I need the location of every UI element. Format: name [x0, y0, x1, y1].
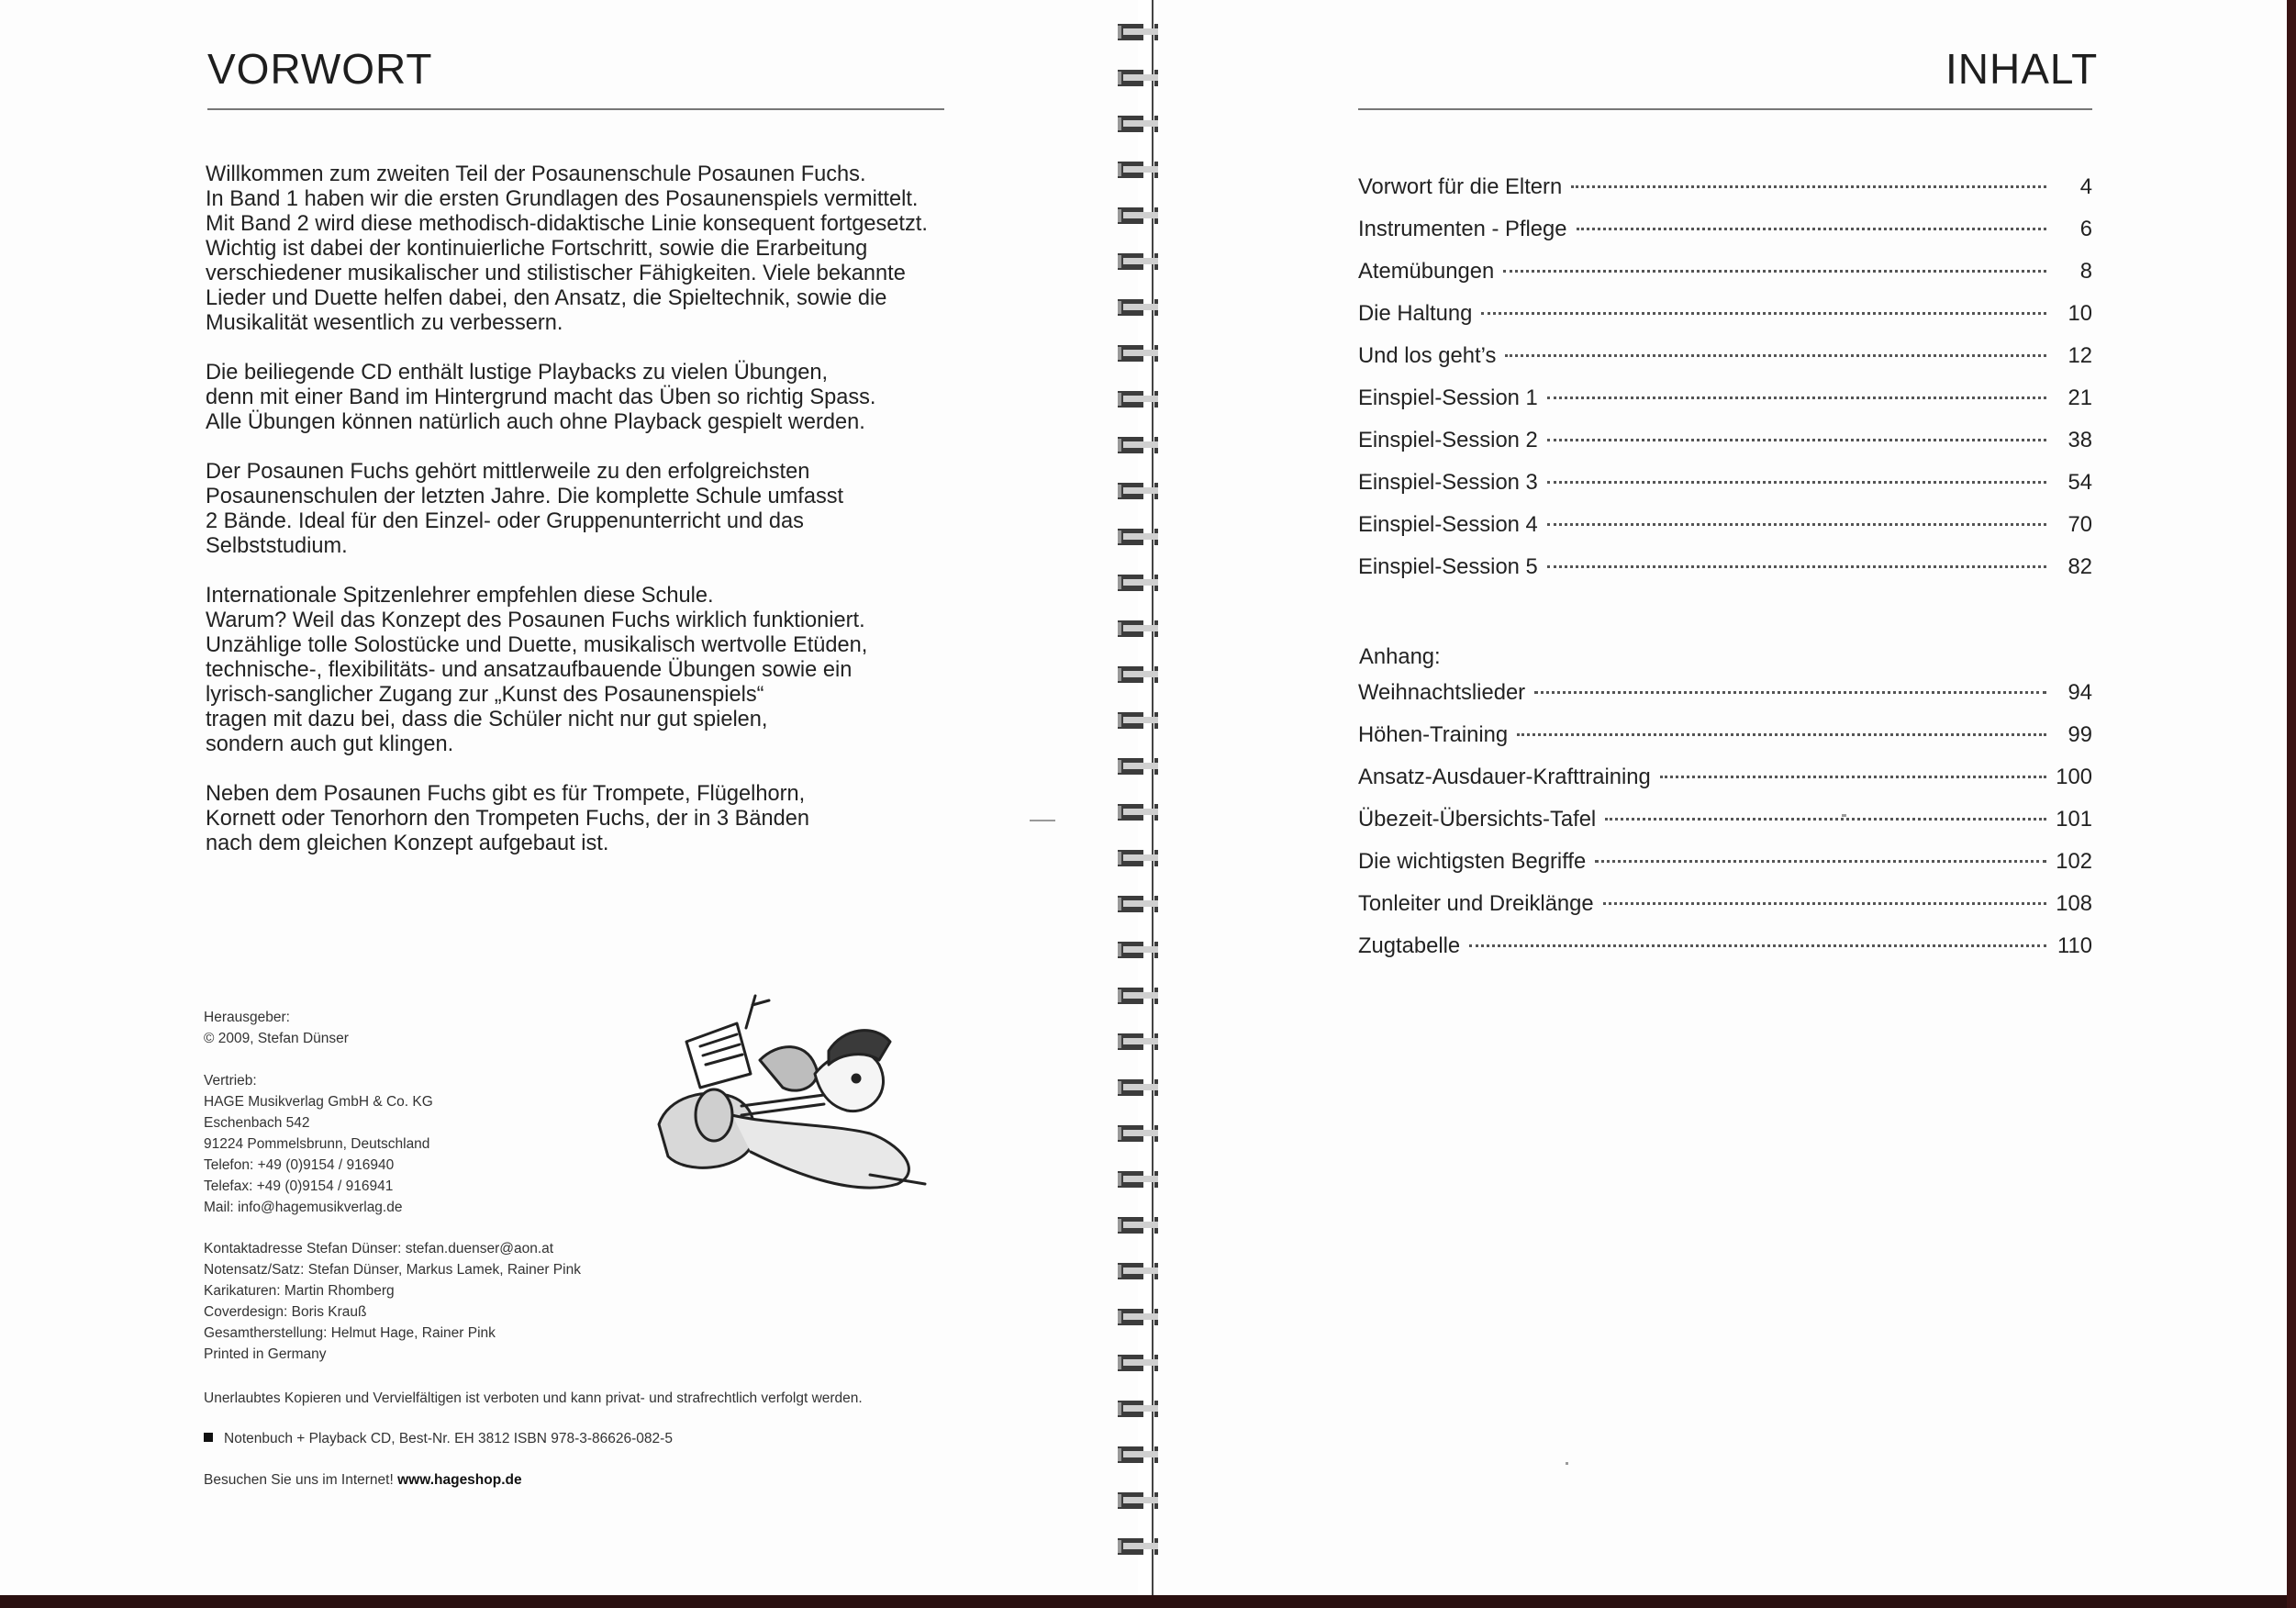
table-of-contents	[1358, 174, 2092, 597]
toc-list	[1358, 174, 2092, 597]
toc-entry-title: Einspiel-Session 4	[1358, 512, 1538, 537]
left-page	[0, 0, 1138, 1595]
toc-entry-title: Zugtabelle	[1358, 933, 1461, 958]
toc-dot-leader	[1547, 439, 2046, 441]
toc-entry-page: 70	[2068, 512, 2092, 537]
scan-border	[0, 1595, 2296, 1608]
toc-entry-title: Die wichtigsten Begriffe	[1358, 849, 1587, 874]
toc-entry[interactable]	[1358, 343, 2092, 385]
toc-entry-page: 6	[2079, 217, 2092, 241]
toc-entry-page: 82	[2068, 554, 2092, 579]
toc-dot-leader	[1571, 185, 2046, 188]
toc-entry[interactable]	[1358, 891, 2092, 933]
foreword-paragraph: Internationale Spitzenlehrer empfehlen diese Schule. Warum? Weil das Konzept des Posaunen Fuchs wirklich funktioniert. Unzählige tolle Solostücke und Duette, musikalisch wertvolle Etüden, technische-, flexibilitäts- und ansatzaufbauende Übungen sowie ein lyrisch-sanglicher Zugang zur „Kunst des Posaunenspiels“ tragen mit dazu bei, dass die Schüler nicht nur gut spielen, sondern auch gut klingen.	[206, 584, 868, 756]
toc-dot-leader	[1547, 565, 2046, 568]
toc-entry[interactable]	[1358, 765, 2092, 807]
imprint-credits-text: Kontaktadresse Stefan Dünser: stefan.duenser@aon.at Notensatz/Satz: Stefan Dünser, Markus Lamek, Rainer Pink Karikaturen: Martin Rhomberg Coverdesign: Boris Krauß Gesamtherstellung: Helmut Hage, Rainer Pink Printed in Germany	[204, 1241, 581, 1362]
toc-entry-title: Atemübungen	[1358, 259, 1495, 284]
toc-dot-leader	[1547, 523, 2046, 526]
trombone-fox-cartoon-illustration	[650, 987, 943, 1202]
toc-entry-title: Einspiel-Session 1	[1358, 385, 1538, 410]
toc-entry[interactable]	[1358, 259, 2092, 301]
toc-entry-title: Tonleiter und Dreiklänge	[1358, 891, 1594, 916]
toc-entry-title: Ansatz-Ausdauer-Krafttraining	[1358, 765, 1651, 789]
foreword-paragraph: Neben dem Posaunen Fuchs gibt es für Trompete, Flügelhorn, Kornett oder Tenorhorn den Trompeten Fuchs, der in 3 Bänden nach dem gleichen Konzept aufgebaut ist.	[206, 782, 809, 855]
toc-entry-page: 10	[2068, 301, 2092, 326]
toc-entry-page: 38	[2068, 428, 2092, 452]
toc-entry[interactable]	[1358, 849, 2092, 891]
toc-entry-title: Einspiel-Session 2	[1358, 428, 1538, 452]
foreword-paragraph: Willkommen zum zweiten Teil der Posaunenschule Posaunen Fuchs. In Band 1 haben wir die ersten Grundlagen des Posaunenspiels vermittelt. Mit Band 2 wird diese methodisch-didaktische Linie konsequent fortgesetzt. Wichtig ist dabei der kontinuierliche Fortschritt, sowie die Erarbeitung verschiedener musikalischer und stilistischer Fähigkeiten. Viele bekannte Lieder und Duette helfen dabei, den Ansatz, die Spieltechnik, sowie die Musikalität wesentlich zu verbessern.	[206, 162, 928, 335]
foreword-paragraph: Der Posaunen Fuchs gehört mittlerweile zu den erfolgreichsten Posaunenschulen der letzten Jahre. Die komplette Schule umfasst 2 Bände. Ideal für den Einzel- oder Gruppenunterricht und das Selbststudium.	[206, 460, 844, 558]
toc-list	[1358, 680, 2092, 976]
website-line	[204, 1469, 920, 1491]
toc-entry-page: 94	[2068, 680, 2092, 705]
toc-entry[interactable]	[1358, 680, 2092, 722]
toc-entry[interactable]	[1358, 470, 2092, 512]
toc-dot-leader	[1503, 270, 2046, 273]
product-info-text: Notenbuch + Playback CD, Best-Nr. EH 3812 ISBN 978-3-86626-082-5	[224, 1431, 673, 1446]
appendix-heading: Anhang:	[1359, 644, 1441, 669]
toc-entry-page: 102	[2056, 849, 2092, 874]
toc-entry-page: 12	[2068, 343, 2092, 368]
toc-entry-page: 101	[2056, 807, 2092, 832]
page-title-vorwort: VORWORT	[207, 45, 433, 93]
toc-dot-leader	[1660, 776, 2046, 778]
toc-entry-title: Übezeit-Übersichts-Tafel	[1358, 807, 1597, 832]
title-rule	[207, 108, 944, 110]
toc-entry-page: 110	[2057, 933, 2092, 958]
toc-entry-page: 100	[2056, 765, 2092, 789]
product-info	[204, 1428, 920, 1449]
page-title-inhalt: INHALT	[1945, 45, 2099, 93]
toc-entry[interactable]	[1358, 174, 2092, 217]
toc-dot-leader	[1605, 818, 2046, 821]
toc-entry[interactable]	[1358, 428, 2092, 470]
toc-entry[interactable]	[1358, 385, 2092, 428]
toc-dot-leader	[1595, 860, 2046, 863]
toc-entry[interactable]	[1358, 933, 2092, 976]
toc-dot-leader	[1603, 902, 2046, 905]
toc-dot-leader	[1547, 481, 2046, 484]
toc-entry-title: Und los geht’s	[1358, 343, 1497, 368]
print-speck	[1030, 820, 1055, 821]
toc-dot-leader	[1469, 944, 2046, 947]
copyright-warning	[204, 1388, 920, 1409]
toc-entry[interactable]	[1358, 722, 2092, 765]
appendix-contents	[1358, 680, 2092, 976]
square-bullet-icon	[204, 1433, 213, 1442]
foreword-text	[206, 162, 967, 881]
toc-entry[interactable]	[1358, 301, 2092, 343]
toc-entry-title: Instrumenten - Pflege	[1358, 217, 1567, 241]
toc-entry-page: 8	[2079, 259, 2092, 284]
toc-entry[interactable]	[1358, 807, 2092, 849]
print-speck	[1842, 814, 1846, 817]
toc-dot-leader	[1534, 691, 2046, 694]
foreword-paragraph: Die beiliegende CD enthält lustige Playbacks zu vielen Übungen, denn mit einer Band im Hintergrund macht das Üben so richtig Spass. Alle Übungen können natürlich auch ohne Playback gespielt werden.	[206, 361, 876, 434]
toc-entry-title: Einspiel-Session 5	[1358, 554, 1538, 579]
toc-entry-page: 108	[2056, 891, 2092, 916]
toc-entry-page: 4	[2079, 174, 2092, 199]
toc-entry[interactable]	[1358, 512, 2092, 554]
imprint-distribution-text: Vertrieb: HAGE Musikverlag GmbH & Co. KG Eschenbach 542 91224 Pommelsbrunn, Deutschland Telefon: +49 (0)9154 / 916940 Telefax: +49 (0)9154 / 916941 Mail: info@hagemusikverlag.de	[204, 1073, 433, 1215]
toc-entry-title: Höhen-Training	[1358, 722, 1509, 747]
title-rule	[1358, 108, 2092, 110]
toc-dot-leader	[1481, 312, 2046, 315]
scan-border	[2287, 0, 2296, 1608]
website-link[interactable]: www.hageshop.de	[397, 1472, 522, 1488]
toc-entry-title: Die Haltung	[1358, 301, 1473, 326]
toc-dot-leader	[1517, 733, 2046, 736]
website-prefix: Besuchen Sie uns im Internet!	[204, 1472, 394, 1488]
toc-dot-leader	[1577, 228, 2046, 230]
toc-entry-page: 99	[2068, 722, 2092, 747]
imprint-credits	[204, 1238, 920, 1365]
copyright-warning-text: Unerlaubtes Kopieren und Vervielfältigen ist verboten und kann privat- und strafrechtlich verfolgt werden.	[204, 1390, 863, 1406]
toc-entry-title: Weihnachtslieder	[1358, 680, 1526, 705]
print-speck	[1566, 1462, 1568, 1465]
toc-dot-leader	[1505, 354, 2046, 357]
toc-entry-page: 54	[2068, 470, 2092, 495]
toc-entry[interactable]	[1358, 554, 2092, 597]
toc-entry[interactable]	[1358, 217, 2092, 259]
toc-entry-page: 21	[2068, 385, 2092, 410]
toc-entry-title: Einspiel-Session 3	[1358, 470, 1538, 495]
imprint-publisher-text: Herausgeber: © 2009, Stefan Dünser	[204, 1010, 349, 1046]
toc-dot-leader	[1547, 396, 2046, 399]
toc-entry-title: Vorwort für die Eltern	[1358, 174, 1563, 199]
